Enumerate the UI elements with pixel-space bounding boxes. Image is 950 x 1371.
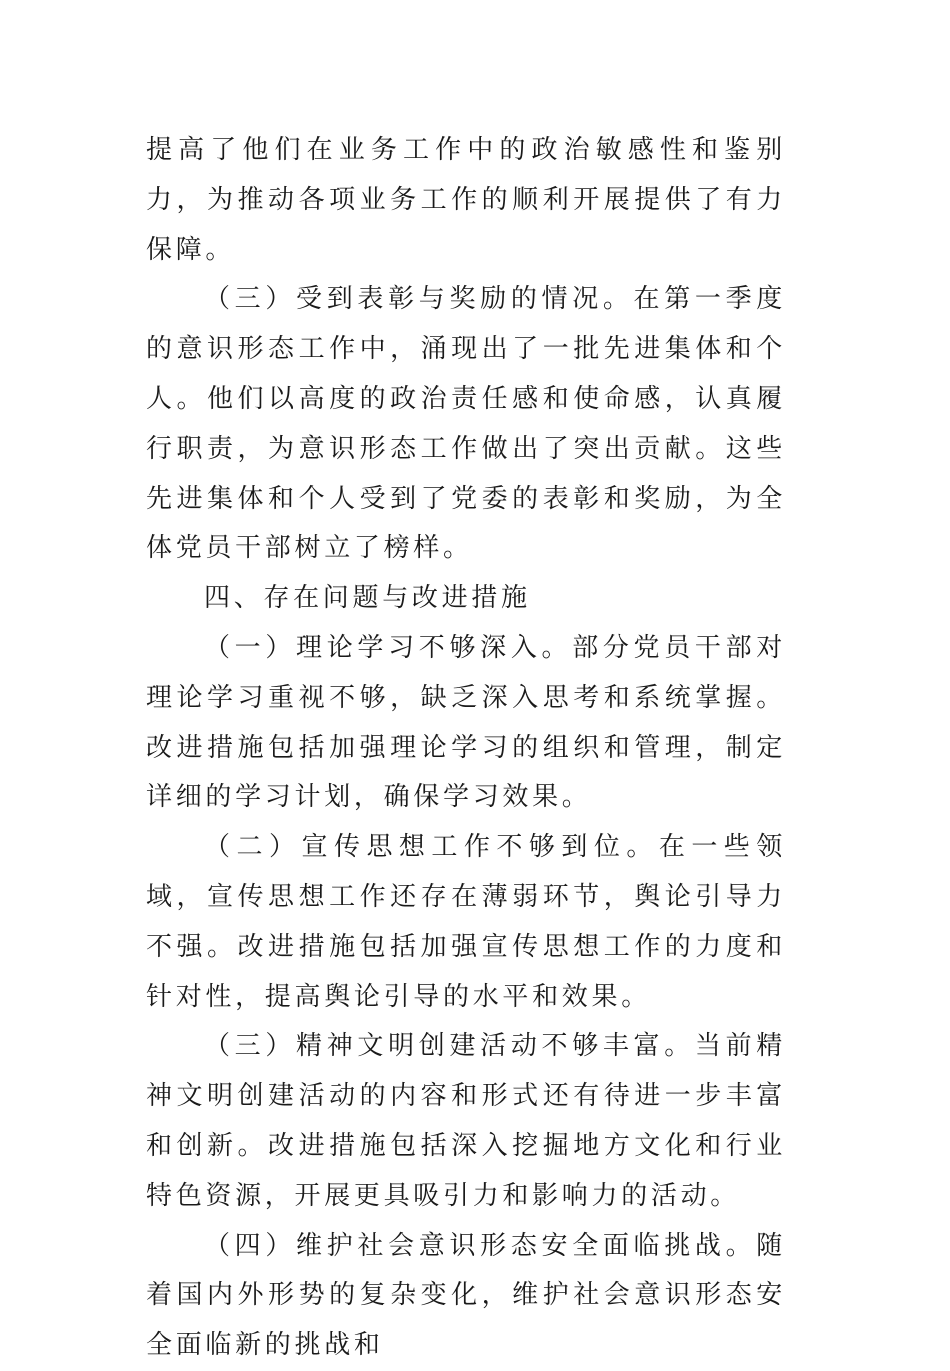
- paragraph-theory-study: （一）理论学习不够深入。部分党员干部对理论学习重视不够，缺乏深入思考和系统掌握。改进措施包括加强理论学习的组织和管理，制定详细的学习计划，确保学习效果。: [146, 632, 786, 813]
- paragraph-continuation: 提高了他们在业务工作中的政治敏感性和鉴别力，为推动各项业务工作的顺利开展提供了有力保障。: [146, 135, 786, 265]
- paragraph-ideological-security: （四）维护社会意识形态安全面临挑战。随着国内外形势的复杂变化，维护社会意识形态安全面临新的挑战和: [146, 1230, 786, 1361]
- section-heading: 四、存在问题与改进措施: [204, 583, 531, 614]
- paragraph-civilization-activities: （三）精神文明创建活动不够丰富。当前精神文明创建活动的内容和形式还有待进一步丰富和创新。改进措施包括深入挖掘地方文化和行业特色资源，开展更具吸引力和影响力的活动。: [146, 1031, 786, 1211]
- paragraph-commendation: （三）受到表彰与奖励的情况。在第一季度的意识形态工作中，涌现出了一批先进集体和个人。他们以高度的政治责任感和使命感，认真履行职责，为意识形态工作做出了突出贡献。这些先进集体和个人受到了党委的表彰和奖励，为全体党员干部树立了榜样。: [146, 284, 786, 564]
- paragraph-publicity-work: （二）宣传思想工作不够到位。在一些领域，宣传思想工作还存在薄弱环节，舆论引导力不强。改进措施包括加强宣传思想工作的力度和针对性，提高舆论引导的水平和效果。: [146, 832, 786, 1012]
- document-body: [146, 126, 786, 1371]
